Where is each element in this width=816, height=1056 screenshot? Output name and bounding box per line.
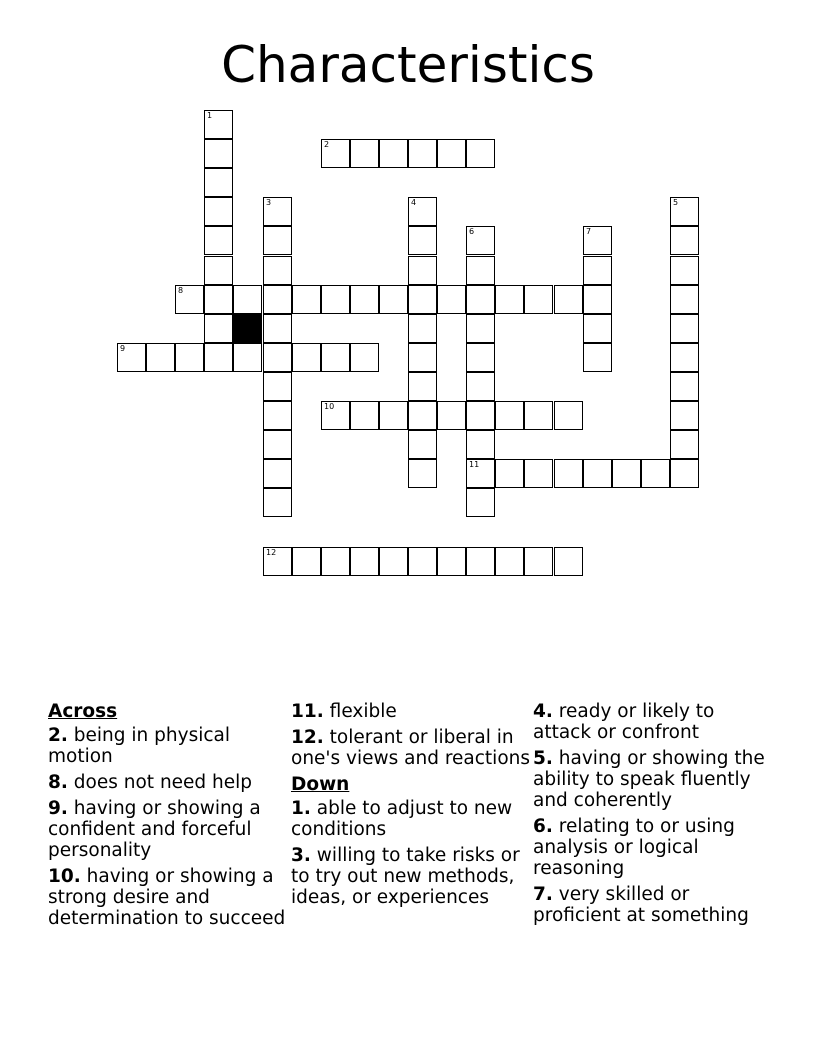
clue-number: 10. [48, 866, 81, 887]
clue-text: flexible [329, 701, 397, 722]
grid-cell[interactable] [583, 285, 612, 314]
grid-cell[interactable] [670, 314, 699, 343]
grid-cell[interactable] [670, 285, 699, 314]
grid-cell[interactable] [146, 343, 175, 372]
grid-cell[interactable] [554, 285, 583, 314]
cell-number: 5 [673, 198, 679, 207]
grid-cell[interactable] [263, 226, 292, 255]
cell-number: 9 [120, 344, 126, 353]
grid-cell[interactable] [524, 285, 553, 314]
grid-cell[interactable] [263, 256, 292, 285]
clue-section-heading: Across [48, 701, 118, 722]
clue-text: relating to or using analysis or logical reasoning [533, 816, 735, 879]
grid-cell[interactable] [379, 139, 408, 168]
grid-cell[interactable] [408, 314, 437, 343]
grid-cell[interactable] [263, 343, 292, 372]
grid-cell[interactable] [437, 139, 466, 168]
grid-cell[interactable] [466, 430, 495, 459]
clue-number: 2. [48, 725, 68, 746]
clue-item [48, 798, 288, 861]
grid-cell[interactable] [583, 226, 612, 255]
grid-cell[interactable] [554, 547, 583, 576]
grid-cell[interactable] [408, 343, 437, 372]
clue-item [291, 727, 531, 769]
grid-cell[interactable] [321, 139, 350, 168]
clue-number: 8. [48, 772, 68, 793]
clue-number: 7. [533, 884, 553, 905]
cell-number: 1 [207, 111, 213, 120]
clue-column-1 [48, 701, 288, 934]
grid-cell[interactable] [204, 168, 233, 197]
grid-cell[interactable] [583, 343, 612, 372]
grid-cell[interactable] [321, 547, 350, 576]
grid-cell[interactable] [263, 314, 292, 343]
clue-item [291, 701, 531, 722]
grid-cell[interactable] [379, 401, 408, 430]
grid-cell[interactable] [175, 285, 204, 314]
grid-cell[interactable] [292, 285, 321, 314]
grid-cell[interactable] [263, 488, 292, 517]
grid-cell[interactable] [466, 547, 495, 576]
grid-cell[interactable] [466, 401, 495, 430]
clue-item [48, 772, 288, 793]
clue-section-heading: Down [291, 774, 350, 795]
grid-cell[interactable] [466, 372, 495, 401]
clue-number: 12. [291, 727, 324, 748]
grid-cell[interactable] [583, 459, 612, 488]
grid-cell[interactable] [204, 139, 233, 168]
grid-cell[interactable] [495, 285, 524, 314]
grid-cell[interactable] [524, 547, 553, 576]
clue-column-3 [533, 701, 773, 931]
grid-cell[interactable] [554, 459, 583, 488]
clue-text: willing to take risks or to try out new methods, ideas, or experiences [291, 845, 520, 908]
grid-cell[interactable] [204, 343, 233, 372]
grid-cell[interactable] [670, 226, 699, 255]
grid-cell[interactable] [408, 459, 437, 488]
clue-number: 6. [533, 816, 553, 837]
clue-item [533, 884, 773, 926]
cell-number: 11 [469, 460, 480, 469]
grid-cell[interactable] [350, 343, 379, 372]
grid-cell[interactable] [408, 547, 437, 576]
grid-cell[interactable] [466, 256, 495, 285]
grid-cell[interactable] [466, 139, 495, 168]
grid-cell[interactable] [292, 547, 321, 576]
grid-cell[interactable] [263, 372, 292, 401]
clue-item [533, 816, 773, 879]
clue-text: does not need help [73, 772, 253, 793]
grid-cell[interactable] [204, 285, 233, 314]
clue-text: being in physical motion [48, 725, 230, 767]
clue-text: very skilled or proficient at something [533, 884, 749, 926]
grid-cell[interactable] [670, 197, 699, 226]
clue-item [48, 866, 288, 929]
clue-text: tolerant or liberal in one's views and reactions [291, 727, 531, 769]
grid-cell[interactable] [408, 430, 437, 459]
cell-number: 12 [266, 548, 277, 557]
grid-cell[interactable] [670, 430, 699, 459]
grid-cell[interactable] [350, 285, 379, 314]
grid-cell[interactable] [495, 547, 524, 576]
clue-text: having or showing the ability to speak fluently and coherently [533, 748, 765, 811]
clue-number: 3. [291, 845, 311, 866]
grid-black-cell [233, 314, 262, 343]
cell-number: 8 [178, 286, 184, 295]
grid-cell[interactable] [204, 226, 233, 255]
grid-cell[interactable] [321, 343, 350, 372]
grid-cell[interactable] [175, 343, 204, 372]
cell-number: 4 [411, 198, 417, 207]
puzzle-title: Characteristics [221, 36, 595, 94]
grid-cell[interactable] [408, 256, 437, 285]
grid-cell[interactable] [204, 314, 233, 343]
grid-cell[interactable] [495, 459, 524, 488]
grid-cell[interactable] [263, 459, 292, 488]
grid-cell[interactable] [408, 139, 437, 168]
clue-item [291, 798, 531, 840]
grid-cell[interactable] [408, 372, 437, 401]
clue-item [291, 845, 531, 908]
clue-text: ready or likely to attack or confront [533, 701, 715, 743]
grid-cell[interactable] [204, 110, 233, 139]
cell-number: 7 [586, 227, 592, 236]
grid-cell[interactable] [408, 285, 437, 314]
grid-cell[interactable] [263, 285, 292, 314]
grid-cell[interactable] [466, 314, 495, 343]
grid-cell[interactable] [379, 285, 408, 314]
grid-cell[interactable] [437, 401, 466, 430]
grid-cell[interactable] [292, 343, 321, 372]
grid-cell[interactable] [350, 139, 379, 168]
grid-cell[interactable] [437, 285, 466, 314]
grid-cell[interactable] [263, 197, 292, 226]
grid-cell[interactable] [670, 343, 699, 372]
grid-cell[interactable] [350, 547, 379, 576]
grid-cell[interactable] [263, 430, 292, 459]
clue-item [533, 701, 773, 743]
grid-cell[interactable] [263, 401, 292, 430]
grid-cell[interactable] [524, 459, 553, 488]
clue-number: 9. [48, 798, 68, 819]
grid-cell[interactable] [670, 256, 699, 285]
grid-cell[interactable] [524, 401, 553, 430]
clue-number: 4. [533, 701, 553, 722]
grid-cell[interactable] [321, 401, 350, 430]
grid-cell[interactable] [583, 256, 612, 285]
grid-cell[interactable] [408, 197, 437, 226]
cell-number: 2 [324, 140, 330, 149]
grid-cell[interactable] [466, 459, 495, 488]
grid-cell[interactable] [670, 372, 699, 401]
grid-cell[interactable] [263, 547, 292, 576]
grid-cell[interactable] [204, 197, 233, 226]
grid-cell[interactable] [583, 314, 612, 343]
grid-cell[interactable] [321, 285, 350, 314]
grid-cell[interactable] [379, 547, 408, 576]
cell-number: 6 [469, 227, 475, 236]
grid-cell[interactable] [670, 401, 699, 430]
grid-cell[interactable] [233, 285, 262, 314]
grid-cell[interactable] [466, 285, 495, 314]
grid-cell[interactable] [408, 401, 437, 430]
clue-number: 11. [291, 701, 324, 722]
grid-cell[interactable] [466, 226, 495, 255]
grid-cell[interactable] [204, 256, 233, 285]
grid-cell[interactable] [408, 226, 437, 255]
cell-number: 10 [324, 402, 335, 411]
grid-cell[interactable] [670, 459, 699, 488]
grid-cell[interactable] [117, 343, 146, 372]
grid-cell[interactable] [612, 459, 641, 488]
cell-number: 3 [266, 198, 272, 207]
clue-text: able to adjust to new conditions [291, 798, 513, 840]
grid-cell[interactable] [350, 401, 379, 430]
clue-number: 1. [291, 798, 311, 819]
clue-item [48, 725, 288, 767]
clue-text: having or showing a strong desire and determination to succeed [48, 866, 286, 929]
clue-item [533, 748, 773, 811]
grid-cell[interactable] [466, 343, 495, 372]
grid-cell[interactable] [437, 547, 466, 576]
clue-text: having or showing a confident and forceful personality [48, 798, 261, 861]
grid-cell[interactable] [641, 459, 670, 488]
grid-cell[interactable] [233, 343, 262, 372]
grid-cell[interactable] [554, 401, 583, 430]
clue-column-2 [291, 701, 531, 913]
grid-cell[interactable] [466, 488, 495, 517]
grid-cell[interactable] [495, 401, 524, 430]
clue-number: 5. [533, 748, 553, 769]
